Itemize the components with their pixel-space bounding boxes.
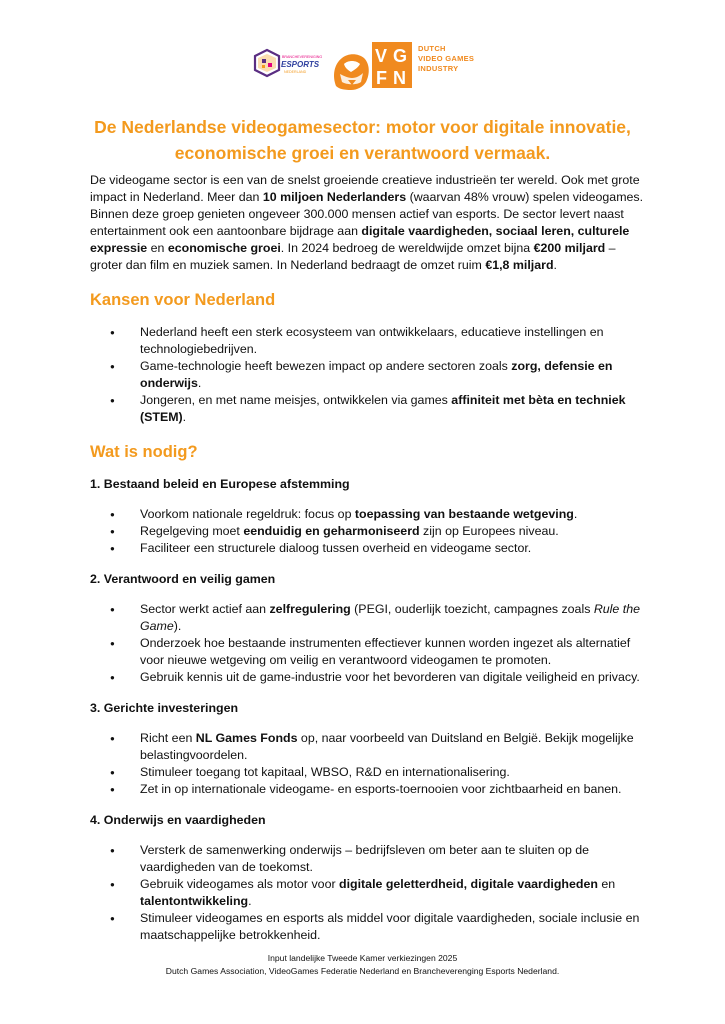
list-item [110, 540, 650, 557]
vgfn-text-line2: VIDEO GAMES [418, 54, 475, 63]
vgfn-logo-text [418, 44, 474, 74]
title-line-1: De Nederlandse videogamesector: motor voor digitale innovatie, [94, 117, 631, 137]
document-body [90, 172, 650, 944]
list-item-bold: toepassing van bestaande wetgeving [354, 507, 574, 521]
subsection-1-list [90, 506, 650, 557]
list-item-text: . [573, 507, 578, 521]
list-item-text: Game-technologie heeft bewezen impact op andere sectoren zoals [140, 359, 512, 373]
list-item-text: Faciliteer een structurele dialoog tussen overheid en videogame sector. [140, 541, 532, 555]
esports-logo-text-top: BRANCHEVERENIGING [282, 55, 323, 59]
list-item [110, 764, 650, 781]
intro-text: . [553, 258, 557, 272]
list-item-text: . [248, 894, 252, 908]
list-item [110, 392, 650, 426]
list-item-bold: zorg, defensie en onderwijs [140, 359, 613, 390]
vgfn-letter-f: F [376, 68, 387, 88]
list-item-text: Gebruik videogames als motor voor [140, 877, 340, 891]
vgfn-letter-g: G [393, 46, 408, 66]
section-heading-kansen: Kansen voor Nederland [90, 291, 276, 309]
list-item-text: op, naar voorbeeld van Duitsland en België. Bekijk mogelijke belastingvoordelen. [140, 731, 634, 762]
list-item [110, 601, 650, 635]
kansen-list [90, 324, 650, 426]
vgfn-letter-n: N [393, 68, 406, 88]
vgfn-text-line1: DUTCH [418, 44, 446, 53]
list-item-bold: affiniteit met bèta en techniek (STEM) [140, 393, 626, 424]
list-item-text: Jongeren, en met name meisjes, ontwikkelen via games [140, 393, 452, 407]
list-item-text: Sector werkt actief aan [140, 602, 270, 616]
list-item-text: Gebruik kennis uit de game-industrie voor het bevorderen van digitale veiligheid en privacy. [140, 670, 640, 684]
list-item [110, 669, 650, 686]
list-item-bold: digitale geletterdheid, digitale vaardigheden [339, 877, 598, 891]
list-item-text: Stimuleer toegang tot kapitaal, WBSO, R&D en internationalisering. [140, 765, 510, 779]
list-item-text: Nederland heeft een sterk ecosysteem van ontwikkelaars, educatieve instellingen en technologiebedrijven. [140, 325, 604, 356]
footer-line-2: Dutch Games Association, VideoGames Federatie Nederland en Brancheverenging Esports Nederland. [165, 966, 560, 976]
list-item [110, 730, 650, 764]
list-item-bold: NL Games Fonds [195, 731, 298, 745]
list-item [110, 523, 650, 540]
intro-text: De videogame sector is een van de snelst groeiende creatieve industrieën ter wereld. Ook met grote impact in Nederland. Meer dan [90, 173, 640, 204]
intro-bold: economische groei [167, 241, 281, 255]
list-item [110, 781, 650, 798]
list-item-bold: zelfregulering [269, 602, 351, 616]
subsection-heading-1: 1. Bestaand beleid en Europese afstemming [90, 477, 350, 491]
logo-bar [0, 42, 725, 90]
intro-text: – groter dan film en muziek samen. In Nederland bedraagt de omzet ruim [90, 241, 616, 272]
list-item-text: Zet in op internationale videogame- en esports-toernooien voor zichtbaarheid en banen. [140, 782, 622, 796]
list-item [110, 876, 650, 910]
esports-logo-text-bottom: NEDERLAND [284, 70, 307, 74]
footer-line-1: Input landelijke Tweede Kamer verkiezingen 2025 [267, 953, 458, 963]
subsection-4-list [90, 842, 650, 944]
list-item-text: Regelgeving moet [140, 524, 244, 538]
list-item-text: Stimuleer videogames en esports als middel voor digitale vaardigheden, sociale inclusie en maatschappelijke betrokkenheid. [140, 911, 640, 942]
list-item-text: (PEGI, ouderlijk toezicht, campagnes zoals [350, 602, 594, 616]
esports-nederland-logo [253, 48, 323, 92]
page-title [60, 114, 665, 166]
subsection-heading-4: 4. Onderwijs en vaardigheden [90, 813, 266, 827]
subsection-3-list [90, 730, 650, 798]
list-item-text: . [182, 410, 187, 424]
list-item [110, 910, 650, 944]
list-item-text: Onderzoek hoe bestaande instrumenten effectiever kunnen worden ingezet als alternatief voor nieuwe wetgeving om veilig en verantwoord videogamen te promoten. [140, 636, 631, 667]
list-item-text: en [597, 877, 616, 891]
list-item [110, 358, 650, 392]
list-item-text: Versterk de samenwerking onderwijs – bedrijfsleven om beter aan te sluiten op de vaardigheden van de toekomst. [140, 843, 590, 874]
lion-logo [330, 50, 372, 92]
vgfn-logo [372, 42, 412, 88]
section-heading-nodig: Wat is nodig? [90, 443, 198, 461]
intro-bold: €1,8 miljard [485, 258, 554, 272]
intro-text: . In 2024 bedroeg de wereldwijde omzet bijna [280, 241, 534, 255]
intro-bold: €200 miljard [533, 241, 606, 255]
subsection-heading-2: 2. Verantwoord en veilig gamen [90, 572, 276, 586]
page-footer [0, 952, 725, 978]
list-item [110, 324, 650, 358]
intro-paragraph [90, 172, 650, 274]
intro-text: en [147, 241, 168, 255]
list-item [110, 506, 650, 523]
list-item-bold: eenduidig en geharmoniseerd [243, 524, 420, 538]
intro-bold: 10 miljoen Nederlanders [262, 190, 407, 204]
list-item-text: Voorkom nationale regeldruk: focus op [140, 507, 355, 521]
esports-logo-text-main: ESPORTS [281, 60, 320, 69]
vgfn-text-line3: INDUSTRY [418, 64, 459, 73]
list-item-italic: Rule the Game [140, 602, 640, 633]
subsection-2-list [90, 601, 650, 686]
subsection-heading-3: 3. Gerichte investeringen [90, 701, 239, 715]
list-item-text: . [197, 376, 202, 390]
vgfn-letter-v: V [375, 46, 388, 66]
list-item-text: zijn op Europees niveau. [419, 524, 559, 538]
title-line-2: economische groei en verantwoord vermaak. [174, 143, 551, 163]
list-item-bold: talentontwikkeling [140, 894, 249, 908]
intro-text: (waarvan 48% vrouw) spelen videogames. Binnen deze groep genieten ongeveer 300.000 mensen actief van esports. De sector levert naast entertainment ook een aantoonbare bijdrage aan [90, 190, 644, 238]
list-item [110, 635, 650, 669]
list-item-text: Richt een [140, 731, 196, 745]
list-item [110, 842, 650, 876]
intro-bold: digitale vaardigheden, sociaal leren, culturele expressie [90, 224, 630, 255]
list-item-text: ). [173, 619, 182, 633]
